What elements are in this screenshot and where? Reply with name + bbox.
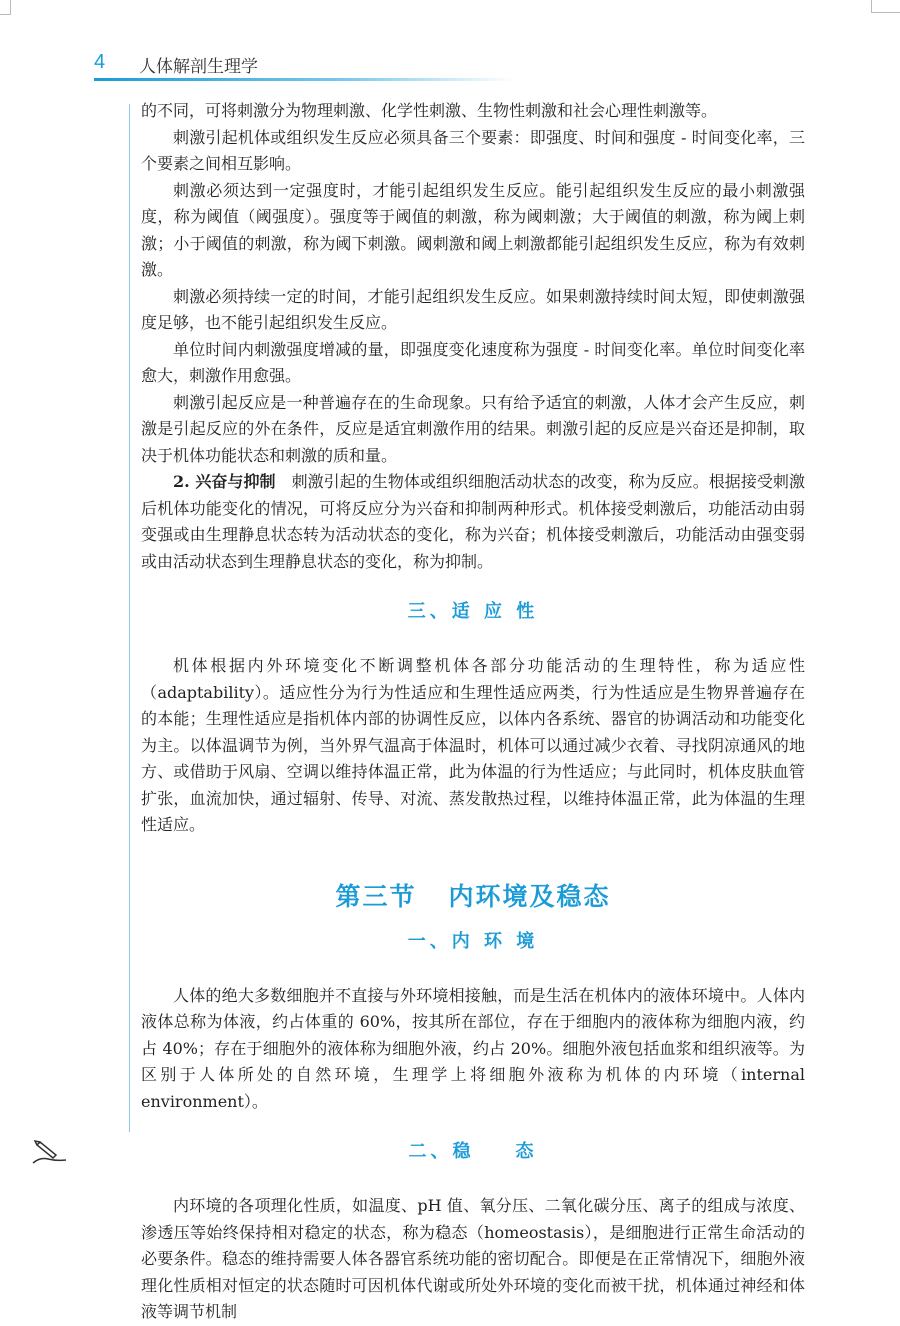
paragraph: 单位时间内刺激强度增减的量，即强度变化速度称为强度 - 时间变化率。单位时间变化率愈大，刺激作用愈强。 [141, 339, 805, 385]
running-title: 人体解剖生理学 [139, 57, 258, 77]
section-heading-homeostasis: 二、稳 态 [408, 1141, 538, 1162]
excitation-paragraph [141, 469, 805, 575]
internal-environment-paragraph: 人体的绝大多数细胞并不直接与外环境相接触，而是生活在机体内的液体环境中。人体内液体总称为体液，约占体重的 60%，按其所在部位，存在于细胞内的液体称为细胞内液，约占 40%；存在于细胞外的液体称为细胞外液，约占 20%。细胞外液包括血浆和组织液等。为区别于人体所处的自然环境，生理学上将细胞外液称为机体的内环境（internal environment）。 [141, 985, 805, 1111]
page-number: 4 [94, 51, 106, 73]
paragraph: 刺激引起反应是一种普遍存在的生命现象。只有给予适宜的刺激，人体才会产生反应，刺激是引起反应的外在条件，反应是适宜刺激作用的结果。刺激引起的反应是兴奋还是抑制，取决于机体功能状态和刺激的质和量。 [141, 392, 805, 465]
paragraph: 的不同，可将刺激分为物理刺激、化学性刺激、生物性刺激和社会心理性刺激等。 [141, 101, 718, 120]
adaptability-paragraph: 机体根据内外环境变化不断调整机体各部分功能活动的生理特性，称为适应性（adaptability）。适应性分为行为性适应和生理性适应两类，行为性适应是生物界普遍存在的本能；生理性适应是指机体内部的协调性反应，以体内各系统、器官的协调活动和功能变化为主。以体温调节为例，当外界气温高于体温时，机体可以通过减少衣着、寻找阴凉通风的地方、或借助于风扇、空调以维持体温正常，此为体温的行为性适应；与此同时，机体皮肤血管扩张，血流加快，通过辐射、传导、对流、蒸发散热过程，以维持体温正常，此为体温的生理性适应。 [141, 656, 805, 834]
section-heading-adaptability: 三、适 应 性 [407, 601, 539, 622]
run-in-heading: 2. 兴奋与抑制 [173, 472, 276, 491]
page-body [141, 98, 805, 1326]
homeostasis-paragraph: 内环境的各项理化性质，如温度、pH 值、氧分压、二氧化碳分压、离子的组成与浓度、渗透压等始终保持相对稳定的状态，称为稳态（homeostasis），是细胞进行正常生命活动的必要条件。稳态的维持需要人体各器官系统功能的密切配合。即便是在正常情况下，细胞外液理化性质相对恒定的状态随时可因机体代谢或所处外环境的变化而被干扰，机体通过神经和体液等调节机制 [141, 1196, 805, 1321]
margin-rule [129, 104, 130, 1132]
crop-mark-right [871, 0, 900, 13]
page-header [94, 48, 514, 78]
paragraph: 刺激引起机体或组织发生反应必须具备三个要素：即强度、时间和强度 - 时间变化率，三个要素之间相互影响。 [141, 127, 805, 173]
pen-icon [30, 1137, 72, 1167]
section-heading-internal-environment: 一、内 环 境 [407, 930, 539, 952]
crop-mark-left [0, 0, 11, 15]
excitation-text: 刺激引起的生物体或组织细胞活动状态的改变，称为反应。根据接受刺激后机体功能变化的情况，可将反应分为兴奋和抑制两种形式。机体接受刺激后，功能活动由弱变强或由生理静息状态转为活动状态的变化，称为兴奋；机体接受刺激后，功能活动由强变弱或由活动状态到生理静息状态的变化，称为抑制。 [141, 472, 805, 571]
chapter-heading: 第三节 内环境及稳态 [335, 881, 611, 911]
header-rule [94, 78, 514, 81]
paragraph: 刺激必须达到一定强度时，才能引起组织发生反应。能引起组织发生反应的最小刺激强度，称为阈值（阈强度）。强度等于阈值的刺激，称为阈刺激；大于阈值的刺激，称为阈上刺激；小于阈值的刺激，称为阈下刺激。阈刺激和阈上刺激都能引起组织发生反应，称为有效刺激。 [141, 180, 805, 279]
paragraph: 刺激必须持续一定的时间，才能引起组织发生反应。如果刺激持续时间太短，即使刺激强度足够，也不能引起组织发生反应。 [141, 286, 805, 332]
